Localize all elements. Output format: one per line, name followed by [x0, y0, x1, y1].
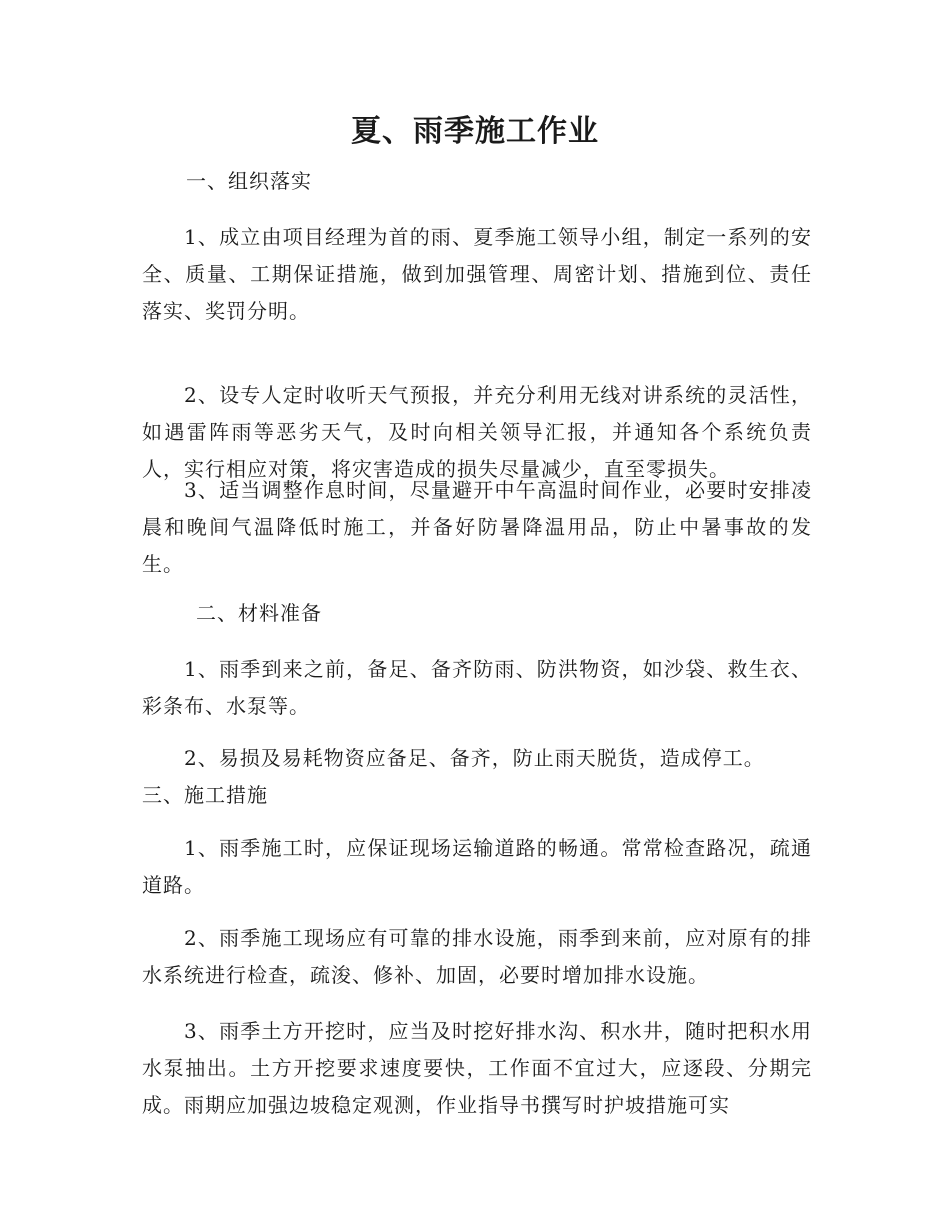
section-heading-construction: 三、施工措施 [142, 783, 268, 807]
paragraph: 3、雨季土方开挖时，应当及时挖好排水沟、积水井，随时把积水用水泵抽出。土方开挖要求速度要快，工作面不宜过大，应逐段、分期完成。雨期应加强边坡稳定观测，作业指导书撰写时护坡措施可实 [142, 1019, 812, 1117]
paragraph: 1、雨季到来之前，备足、备齐防雨、防洪物资，如沙袋、救生衣、彩条布、水泵等。 [142, 657, 812, 718]
page-title: 夏、雨季施工作业 [351, 114, 599, 149]
paragraph: 1、雨季施工时，应保证现场运输道路的畅通。常常检查路况，疏通道路。 [142, 836, 812, 897]
section-heading-materials: 二、材料准备 [196, 601, 322, 625]
paragraph: 2、易损及易耗物资应备足、备齐，防止雨天脱货，造成停工。 [184, 746, 765, 770]
paragraph: 2、雨季施工现场应有可靠的排水设施，雨季到来前，应对原有的排水系统进行检查，疏浚、修补、加固，必要时增加排水设施。 [142, 926, 812, 987]
paragraph: 3、适当调整作息时间，尽量避开中午高温时间作业，必要时安排凌晨和晚间气温降低时施工，并备好防暑降温用品，防止中暑事故的发生。 [142, 478, 812, 576]
paragraph: 2、设专人定时收听天气预报，并充分利用无线对讲系统的灵活性，如遇雷阵雨等恶劣天气，及时向相关领导汇报，并通知各个系统负责人，实行相应对策，将灾害造成的损失尽量减少，直至零损失。 [142, 383, 812, 481]
paragraph: 1、成立由项目经理为首的雨、夏季施工领导小组，制定一系列的安全、质量、工期保证措施，做到加强管理、周密计划、措施到位、责任落实、奖罚分明。 [142, 225, 812, 323]
section-heading-organization: 一、组织落实 [186, 169, 312, 193]
